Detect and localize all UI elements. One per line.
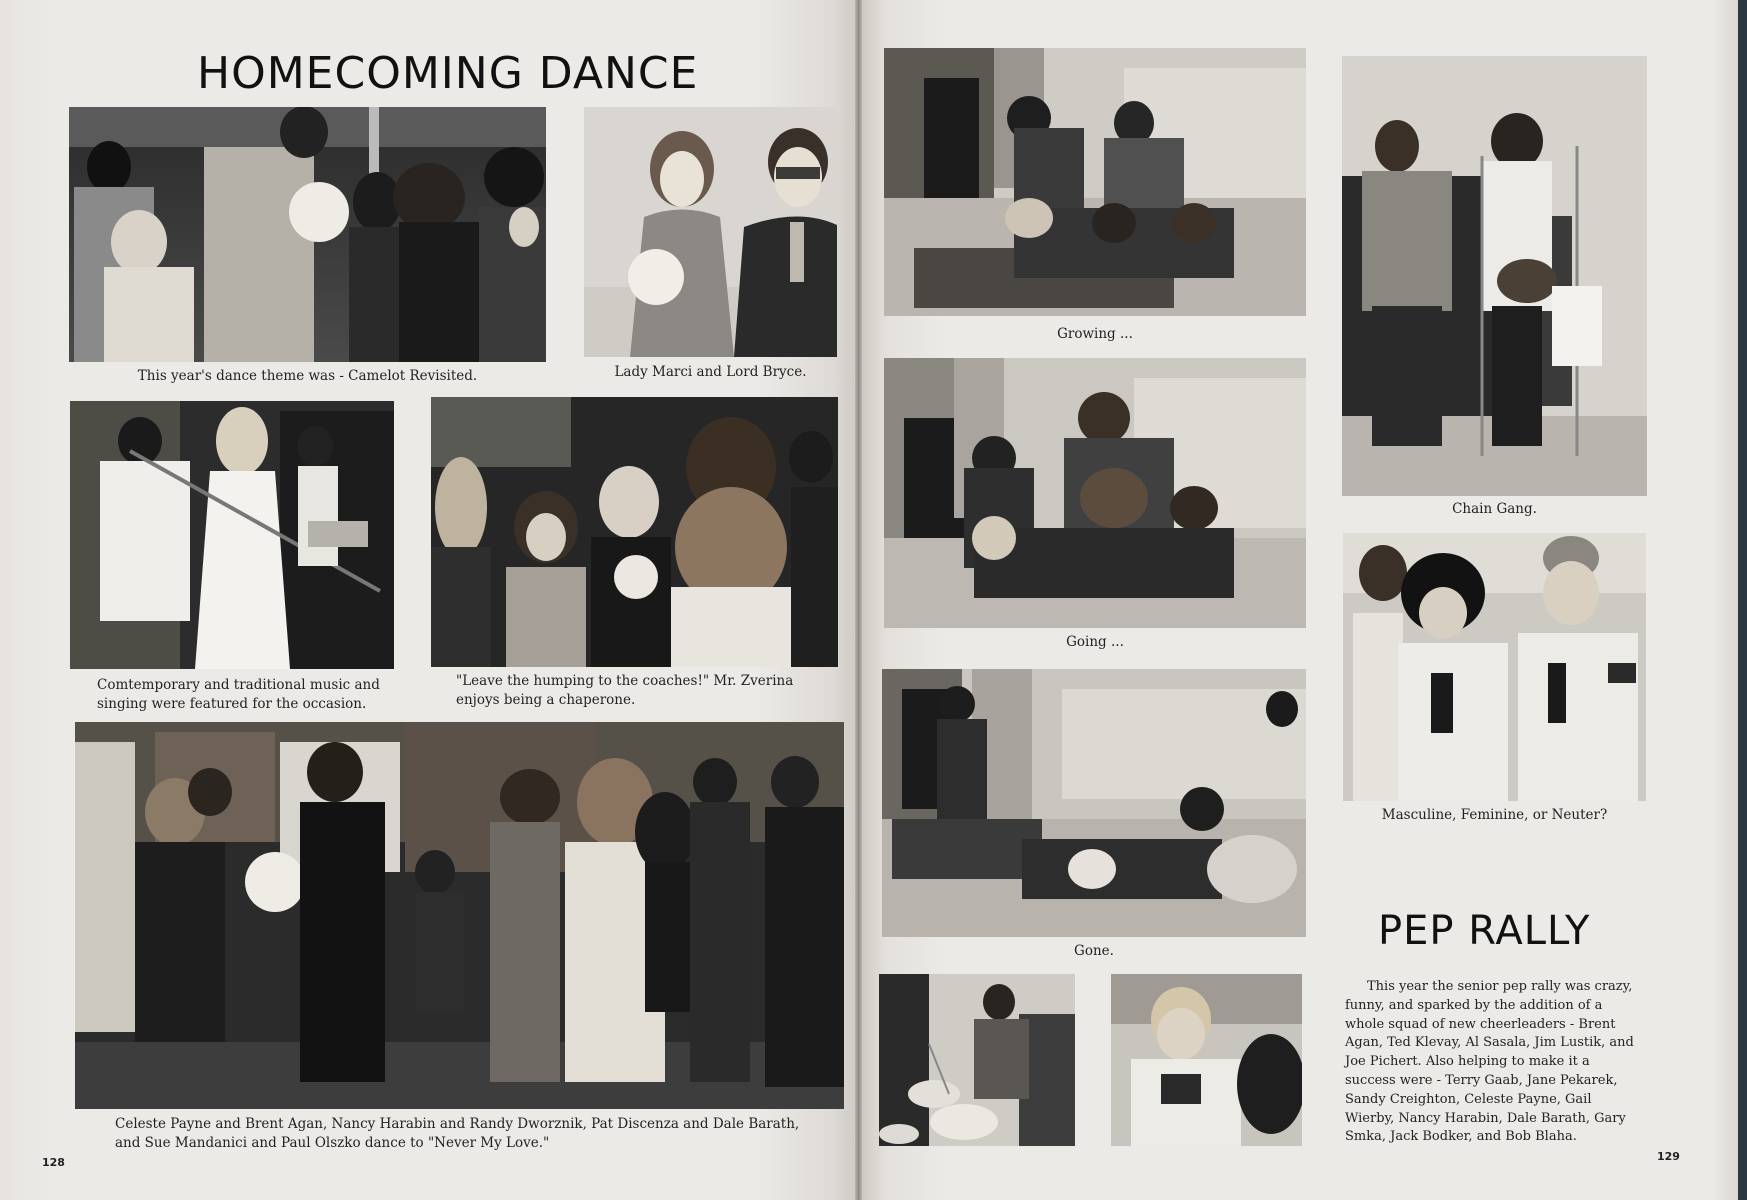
- photo-couples-dancing: [75, 722, 844, 1109]
- photo-drums: [879, 974, 1075, 1146]
- pep-rally-title: PEP RALLY: [1378, 908, 1591, 954]
- caption-couples: Celeste Payne and Brent Agan, Nancy Harabin and Randy Dworznik, Pat Discenza and Dale Barath, and Sue Mandanici and Paul Olszko dance to "Never My Love.": [115, 1116, 800, 1151]
- photo-cheerleaders: [1343, 533, 1646, 801]
- caption-masculine: Masculine, Feminine, or Neuter?: [1381, 807, 1608, 823]
- photo-camelot-dance: [69, 107, 546, 362]
- photo-music-band: [70, 401, 394, 669]
- photo-going: [884, 358, 1306, 628]
- photo-growing: [884, 48, 1306, 316]
- photo-cheerleader-closeup: [1111, 974, 1302, 1146]
- homecoming-dance-title: HOMECOMING DANCE: [197, 48, 699, 99]
- caption-chaperone: "Leave the humping to the coaches!" Mr. Zverina enjoys being a chaperone.: [456, 673, 794, 708]
- caption-chain-gang: Chain Gang.: [1452, 501, 1537, 517]
- photo-lady-lord: [584, 107, 837, 357]
- photo-chain-gang: [1342, 56, 1647, 496]
- photo-chaperone: [431, 397, 838, 667]
- caption-gone: Gone.: [1074, 943, 1114, 959]
- photo-gone: [882, 669, 1306, 937]
- page-number-left: 128: [42, 1156, 65, 1169]
- caption-lady-lord: Lady Marci and Lord Bryce.: [614, 364, 807, 380]
- caption-growing: Growing ...: [1057, 326, 1133, 342]
- page-number-right: 129: [1657, 1150, 1680, 1163]
- caption-camelot: This year's dance theme was - Camelot Revisited.: [137, 368, 478, 384]
- caption-music: Comtemporary and traditional music and singing were featured for the occasion.: [97, 677, 380, 712]
- pep-rally-body: This year the senior pep rally was crazy, funny, and sparked by the addition of a whole squad of new cheerleaders - Brent Agan, Ted Klevay, Al Sasala, Jim Lustik, and Joe Pichert. Also helping to make it a success were - Terry Gaab, Jane Pekarek, Sandy Creighton, Celeste Payne, Gail Wierby, Nancy Harabin, Dale Barath, Gary Smka, Jack Bodker, and Bob Blaha.: [1345, 979, 1634, 1145]
- book-cover-edge: [1738, 0, 1747, 1200]
- caption-going: Going ...: [1066, 634, 1124, 650]
- book-gutter: [855, 0, 862, 1200]
